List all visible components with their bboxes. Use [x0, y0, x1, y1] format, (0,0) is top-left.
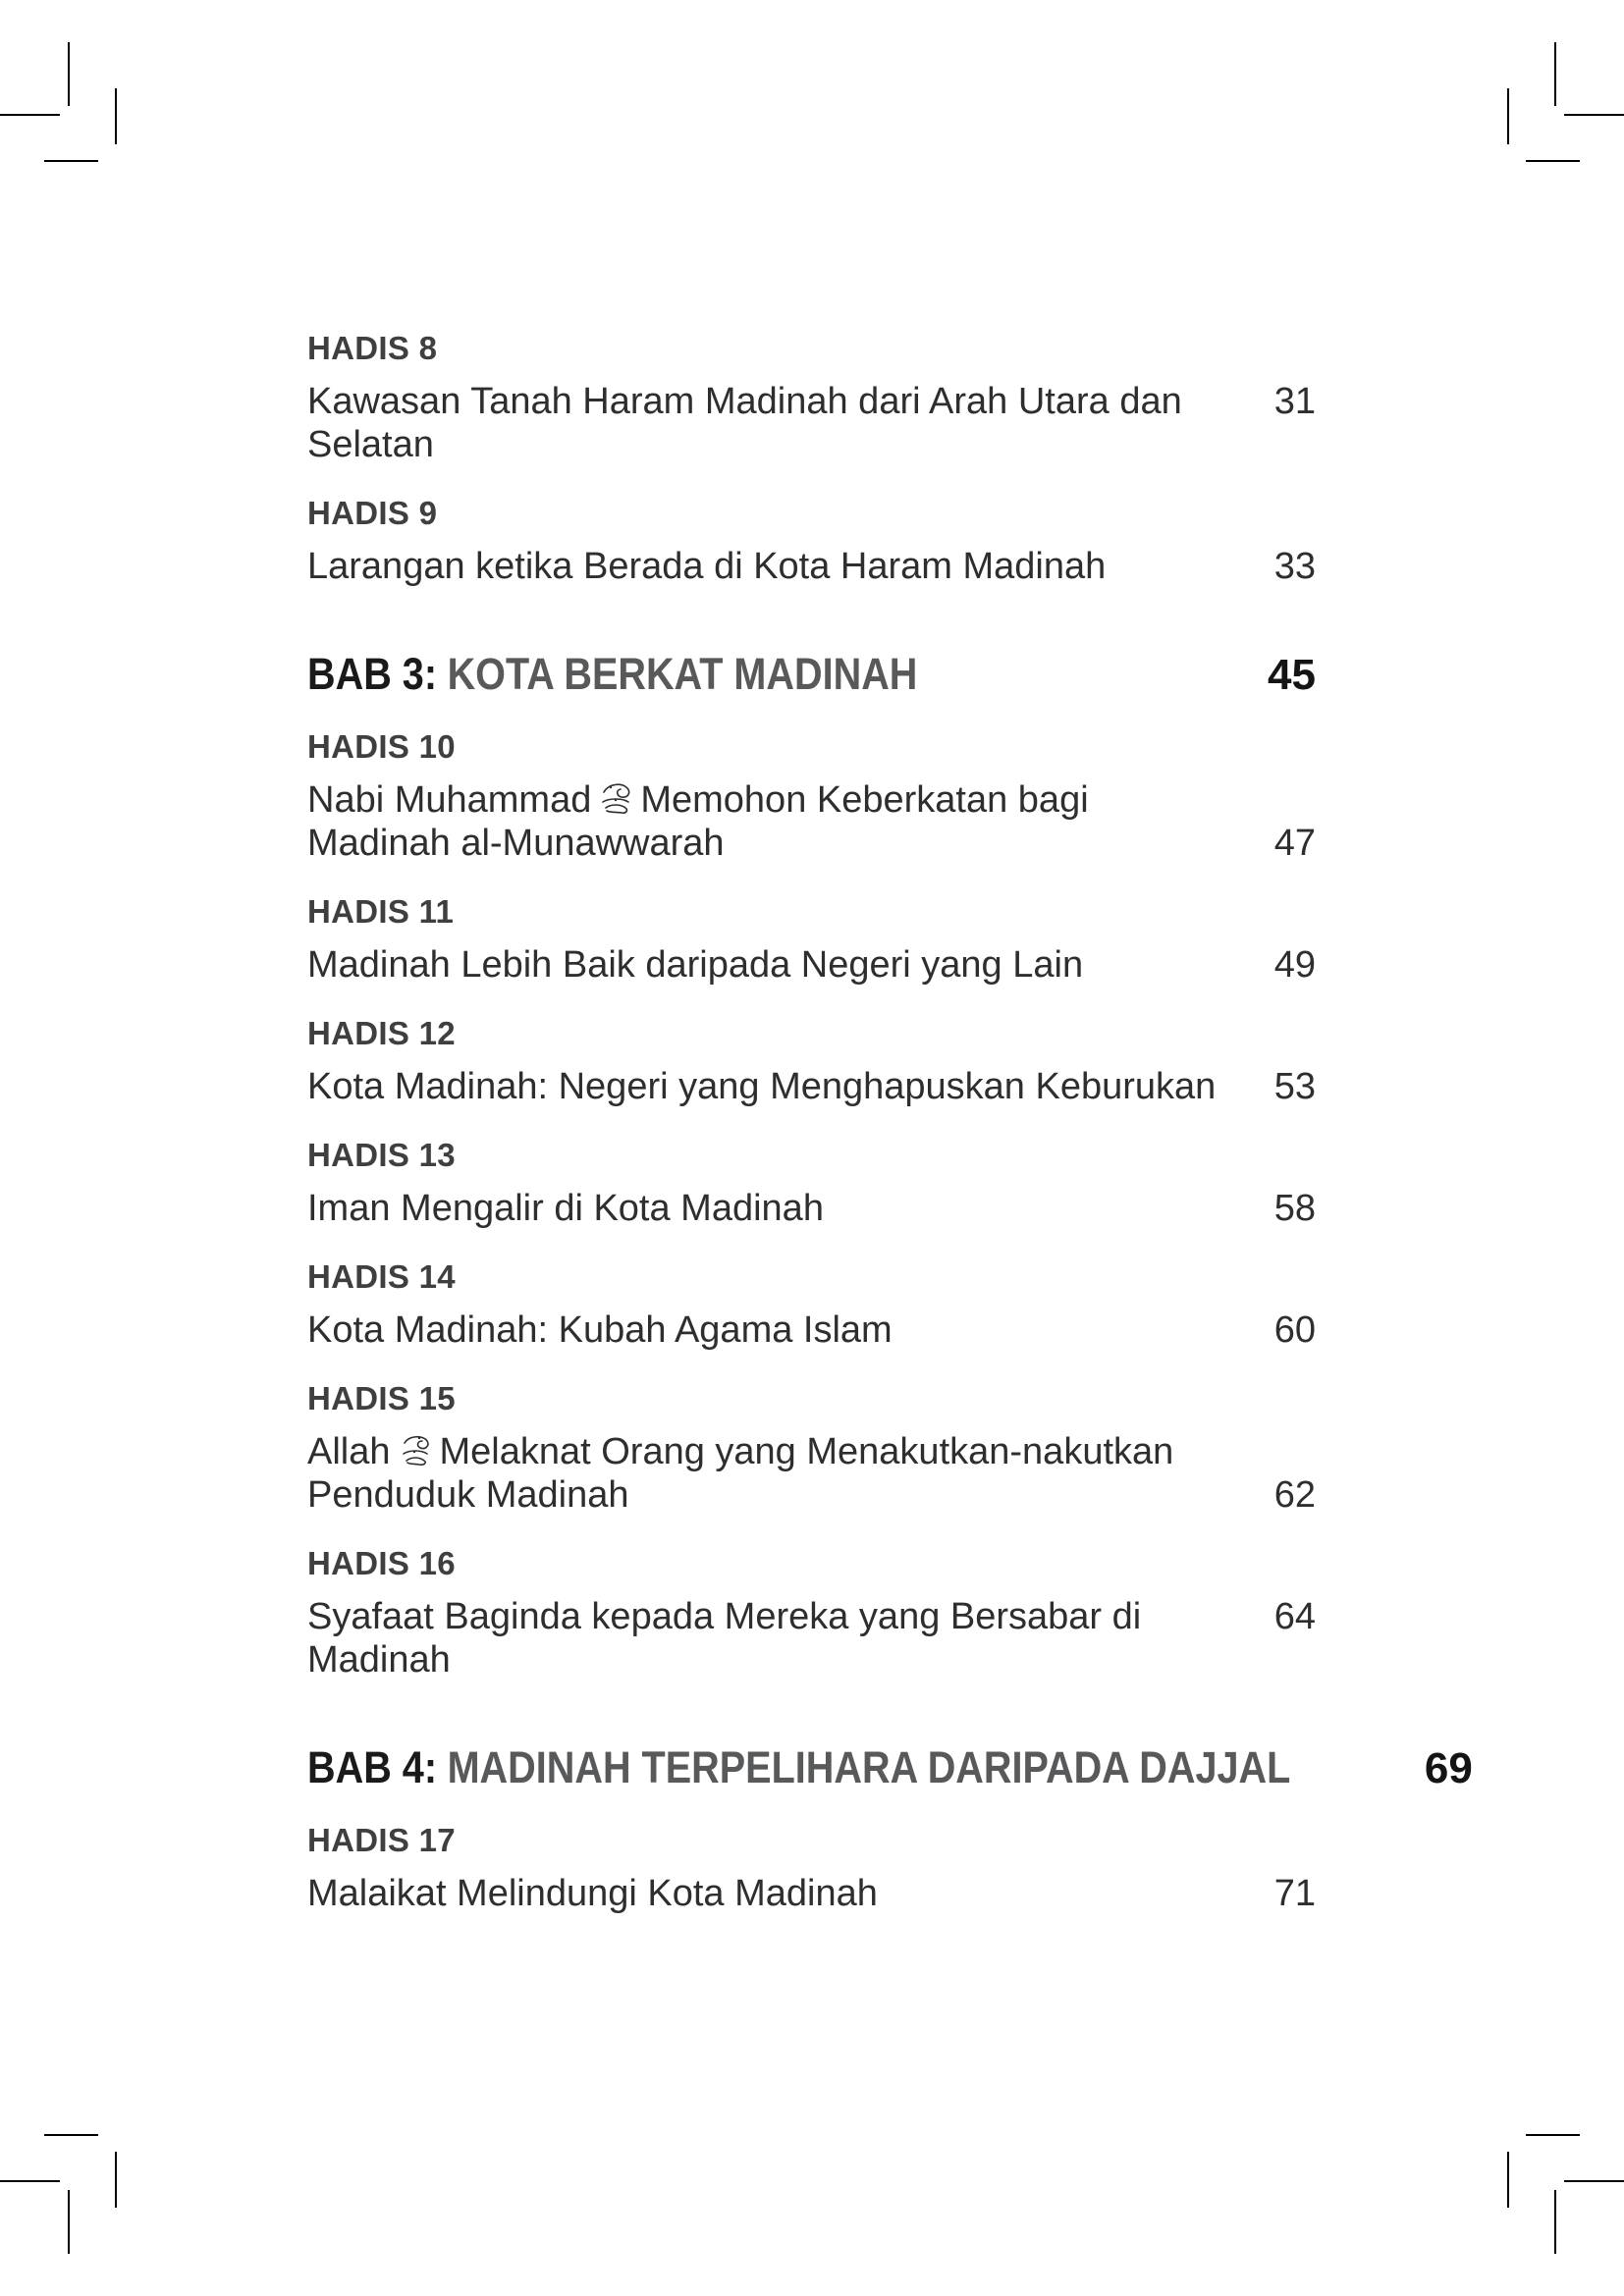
toc-entry-title: Larangan ketika Berada di Kota Haram Madinah — [307, 546, 1107, 587]
toc-entry-title: Kawasan Tanah Haram Madinah dari Arah Utara dan Selatan — [307, 381, 1182, 465]
crop-mark — [44, 2134, 98, 2136]
toc-entry-hadis-13 — [307, 1139, 1316, 1230]
page-number: 71 — [1273, 1873, 1316, 1914]
toc-entry-hadis-16 — [307, 1547, 1316, 1682]
page-number: 64 — [1273, 1596, 1316, 1637]
toc-entry-hadis-15 — [307, 1382, 1316, 1517]
hadis-label: HADIS 14 — [307, 1258, 456, 1295]
crop-mark — [1526, 2134, 1580, 2136]
jalla-jalaluhu-icon — [399, 1432, 432, 1469]
toc-entry-title: Kota Madinah: Kubah Agama Islam — [307, 1309, 893, 1351]
chapter-number: BAB 3: — [307, 649, 438, 699]
crop-mark — [1564, 114, 1624, 116]
toc-entry-hadis-9 — [307, 497, 1316, 588]
table-of-contents — [307, 330, 1473, 1946]
crop-mark — [68, 42, 70, 106]
page-number: 53 — [1273, 1066, 1316, 1107]
hadis-label: HADIS 17 — [307, 1822, 456, 1858]
toc-entry-hadis-14 — [307, 1260, 1316, 1352]
hadis-label: HADIS 10 — [307, 728, 456, 765]
chapter-number: BAB 4: — [307, 1742, 438, 1792]
toc-entry-hadis-8 — [307, 332, 1316, 466]
page-number: 33 — [1273, 546, 1316, 587]
toc-entry-title-line-1: Nabi Muhammad Memohon Keberkatan bagi — [307, 779, 1089, 821]
crop-mark — [115, 2152, 117, 2208]
crop-mark — [0, 2180, 60, 2182]
page-number: 49 — [1273, 944, 1316, 986]
toc-entry-hadis-11 — [307, 895, 1316, 987]
page-number: 47 — [1273, 823, 1316, 864]
crop-mark — [1554, 2190, 1556, 2254]
chapter-heading-bab-4 — [307, 1742, 1473, 1792]
crop-mark — [1507, 2152, 1509, 2208]
toc-entry-title: Syafaat Baginda kepada Mereka yang Bersabar di Madinah — [307, 1596, 1142, 1681]
toc-entry-title: Kota Madinah: Negeri yang Menghapuskan Keburukan — [307, 1066, 1217, 1107]
hadis-label: HADIS 9 — [307, 495, 438, 531]
page-number: 69 — [1424, 1744, 1473, 1792]
hadis-label: HADIS 11 — [307, 893, 455, 930]
hadis-label: HADIS 15 — [307, 1380, 456, 1416]
chapter-title: KOTA BERKAT MADINAH — [447, 649, 918, 699]
crop-mark — [68, 2190, 70, 2254]
toc-entry-title: Iman Mengalir di Kota Madinah — [307, 1188, 824, 1229]
page-number: 45 — [1268, 651, 1316, 699]
toc-entry-hadis-12 — [307, 1017, 1316, 1108]
crop-mark — [1507, 88, 1509, 144]
hadis-label: HADIS 12 — [307, 1015, 456, 1051]
hadis-label: HADIS 13 — [307, 1137, 456, 1173]
toc-entry-hadis-10 — [307, 730, 1316, 865]
toc-entry-title: Malaikat Melindungi Kota Madinah — [307, 1873, 878, 1914]
page-number: 60 — [1273, 1309, 1316, 1351]
toc-entry-hadis-17 — [307, 1824, 1316, 1915]
chapter-title: MADINAH TERPELIHARA DARIPADA DAJJAL — [447, 1742, 1291, 1792]
page-number: 58 — [1273, 1188, 1316, 1229]
toc-entry-title: Madinah Lebih Baik daripada Negeri yang Lain — [307, 944, 1084, 986]
crop-mark — [44, 160, 98, 162]
toc-entry-title-line-1: Allah Melaknat Orang yang Menakutkan-nakutkan — [307, 1431, 1174, 1472]
page-number: 62 — [1273, 1474, 1316, 1516]
page-number: 31 — [1273, 381, 1316, 422]
crop-mark — [0, 114, 60, 116]
hadis-label: HADIS 8 — [307, 330, 438, 366]
chapter-heading-bab-3 — [307, 651, 1316, 699]
crop-mark — [115, 88, 117, 144]
hadis-label: HADIS 16 — [307, 1545, 456, 1581]
toc-entry-title-line-2: Penduduk Madinah — [307, 1474, 629, 1516]
crop-mark — [1564, 2180, 1624, 2182]
toc-entry-title-line-2: Madinah al-Munawwarah — [307, 823, 725, 864]
sallallahu-alayhi-wasallam-icon — [599, 780, 632, 818]
crop-mark — [1554, 42, 1556, 106]
crop-mark — [1526, 160, 1580, 162]
